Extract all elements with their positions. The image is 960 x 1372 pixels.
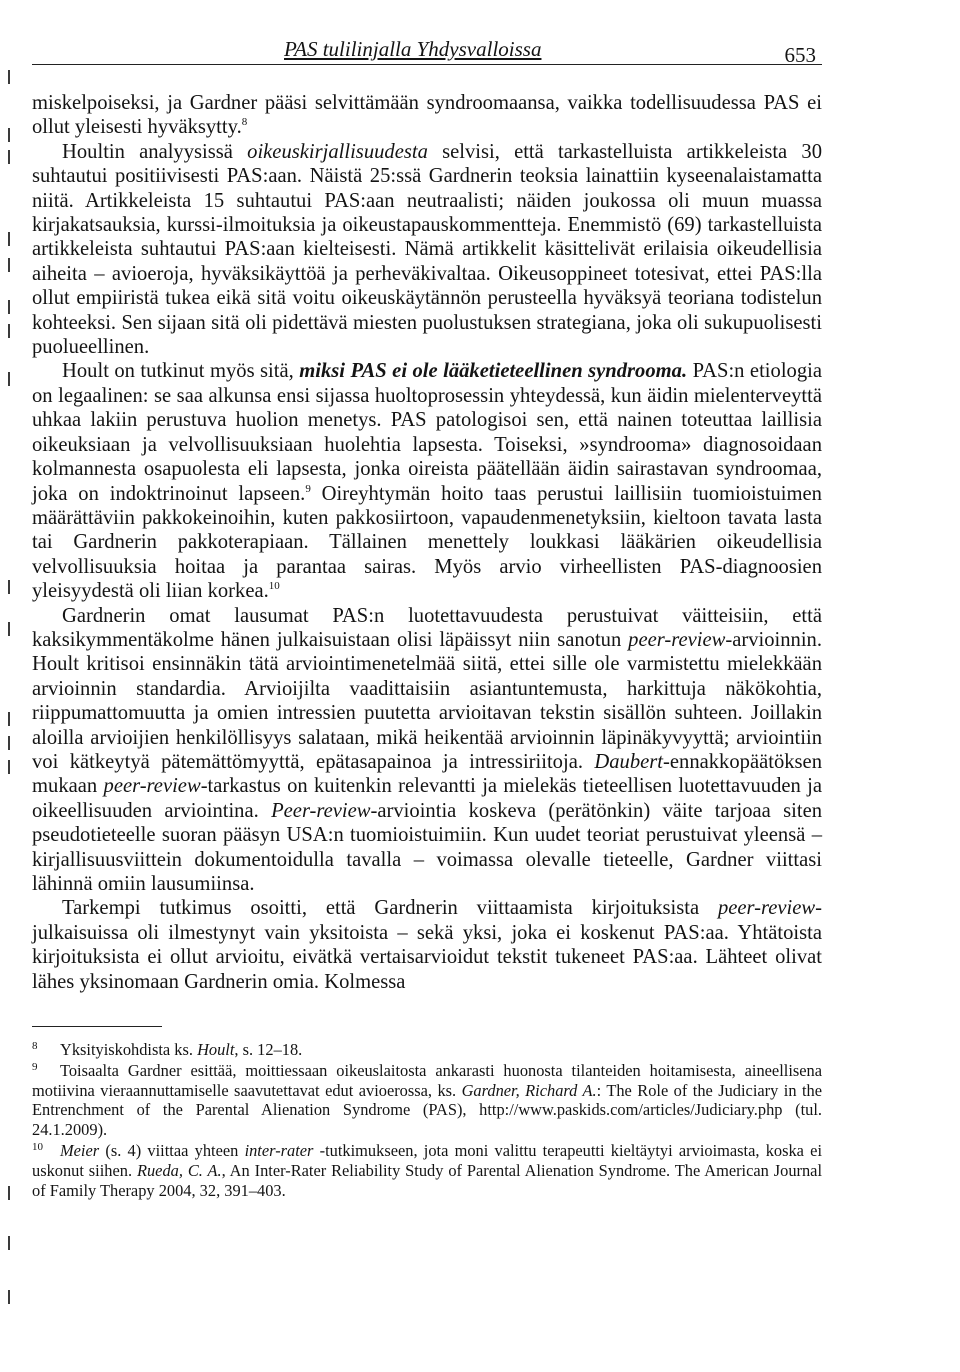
italic-run: oikeuskirjallisuudesta	[247, 140, 428, 163]
paragraph	[32, 896, 822, 994]
running-header	[32, 38, 822, 65]
paragraph	[32, 604, 822, 897]
italic-run: Gardner, Richard A.	[461, 1080, 597, 1100]
text-run: -tutkimukseen, jota moni valittu terapeutti kieltäytyi arvioimasta, koska ei uskonut siihen.	[32, 1141, 822, 1180]
footnote-reference: 8	[241, 116, 248, 129]
page-number: 653	[784, 43, 816, 67]
text-run: -ennakkopäätöksen mukaan	[32, 750, 822, 798]
text-run: PAS:n etiologia on legaalinen: se saa alkunsa ensi sijassa huoltoprosessin yhteydessä, kun äidin mielenterveyttä uhkaa lakiin perustuva huolion menetys. PAS patologisoi sen, että nainen toteuttaa laillisia oikeuksiaan ja velvollisuuksiaan huolehtia lapsesta. Toiseksi, »syndrooma» diagnosoidaan kolmannesta osapuolesta eli lapsesta, jonka oireista päätellään äidin sairastavan syndroomaa, joka on indoktrinoinut lapseen.	[32, 360, 822, 505]
italic-run: peer-review	[717, 897, 816, 920]
italic-run: peer-review	[103, 775, 201, 798]
footnote	[32, 1061, 822, 1140]
footnote-number: 9	[32, 1060, 38, 1073]
footnote	[32, 1141, 822, 1200]
text-run: (s. 4) viittaa yhteen	[99, 1141, 245, 1161]
text-run: Tarkempi tutkimus osoitti, että Gardnerin viittaamista kirjoituksista	[62, 897, 718, 920]
text-run: , s. 12–18.	[234, 1040, 303, 1060]
footnote-number: 10	[32, 1141, 43, 1154]
text-run: -arviointia koskeva (perätönkin) väite tarjoaa siten pseudotieteelle suoran pääsyn USA:n tuomioistuimiin. Kun uudet teoriat perustuivat yleensä – kirjallisuusviittein dokumentoidulla tavalla – voimassa olevalle tieteelle, Gardner viittasi lähinnä omiin lausumiinsa.	[32, 799, 823, 895]
text-run: Houltin analyysissä	[62, 140, 248, 163]
italic-run: Peer-review	[271, 799, 371, 822]
text-run: -julkaisuissa oli ilmestynyt vain yksitoista – sekä yksi, joka ei koskenut PAS:aa. Yhtätoista kirjoituksista ei ollut arvioitu, eivätkä vertaisarvioidut tekstit tukeneet PAS:aa. Lähteet olivat lähes yksinomaan Gardnerin omia. Kolmessa	[32, 897, 822, 993]
footnote-reference: 9	[305, 482, 311, 495]
text-run: Gardnerin omat lausumat PAS:n luotettavuudesta perustuivat väitteisiin, että kaksikymmentäkolme hänen julkaisuistaan olisi läpäissyt niin sanotun	[32, 604, 822, 651]
body-text	[32, 91, 822, 994]
text-run: Yksityiskohdista ks.	[60, 1040, 198, 1060]
footnote-reference: 10	[268, 580, 280, 593]
paragraph	[32, 359, 822, 603]
text-run: : The Role of the Judiciary in the Entrenchment of the Parental Alienation Syndrome (PAS), http://www.paskids.com/articles/Judiciary.php (tul. 24.1.2009).	[32, 1080, 822, 1140]
italic-run: Hoult	[197, 1040, 235, 1060]
scan-margin-marks	[8, 0, 14, 1372]
text-run: -tarkastus on kuitenkin relevantti ja mielekäs tieteellisen luotettavuuden ja oikeellisuuden arviointina.	[32, 775, 822, 822]
text-run: , An Inter-Rater Reliability Study of Parental Alienation Syndrome. The American Journal of Family Therapy 2004, 32, 391–403.	[32, 1160, 822, 1200]
italic-run: peer-review	[628, 628, 726, 651]
bold-italic-run: miksi PAS ei ole lääketieteellinen syndrooma.	[299, 360, 688, 383]
footnotes-section	[32, 1026, 822, 1200]
italic-run: inter-rater	[244, 1141, 314, 1161]
running-title: PAS tulilinjalla Yhdysvalloissa	[284, 37, 542, 61]
text-run: Toisaalta Gardner esittää, moittiessaan oikeuslaitosta ankarasti huonosta tilanteiden hoitamisesta, aineellisena motiivina vieraannuttamiselle saavutettavat edut avioerossa, ks.	[32, 1060, 822, 1100]
paragraph	[32, 91, 822, 140]
italic-run: Rueda, C. A.	[136, 1160, 222, 1180]
footnote	[32, 1040, 822, 1060]
text-run: miskelpoiseksi, ja Gardner pääsi selvittämään syndroomaansa, vaikka todellisuudessa PAS ei ollut yleisesti hyväksytty.	[32, 92, 822, 139]
text-run: Hoult on tutkinut myös sitä,	[62, 360, 300, 383]
italic-run: Meier	[60, 1141, 100, 1161]
text-run: selvisi, että tarkastelluista artikkeleista 30 suhtautui positiivisesti PAS:aan. Näistä 25:ssä Gardnerin teoksia lainattiin kyseenalaistamatta niitä. Artikkeleista 15 suhtautui PAS:aan neutraalisti; näiden joukossa oli muun muassa kirjakatsauksia, kurssi-ilmoituksia ja oikeustapauskommentteja. Enemmistö (69) tarkastelluista artikkeleista suhtautui PAS:aan kielteisesti. Nämä artikkelit käsittelivät erilaisia oikeudellisia aiheita – avioeroja, hyväksikäyttöä ja perheväkivaltaa. Oikeusoppineet totesivat, ettei PAS:lla ollut empiiristä tukea eikä sitä voitu oikeuskäytännön perusteella hyväksyä teoriana todistelun kohteeksi. Sen sijaan sitä oli pidettävä miesten puolustuksen strategiana, joka oli sukupuolisesti puolueellinen.	[32, 140, 822, 359]
footnote-number: 8	[32, 1040, 38, 1053]
text-run: Oireyhtymän hoito taas perustui laillisiin tuomioistuimen määrättäviin pakkokeinoihin, kuten pakkosiirtoon, vapaudenmenetyksiin, kieltoon tavata lasta tai Gardnerin pakkoterapiaan. Tällainen menettely loukkasi lääkärien oikeudellisia velvollisuuksia hoitaa ja parantaa sairas. Myös arvio virheellisten PAS-diagnoosien yleisyydestä oli liian korkea.	[32, 482, 822, 603]
paragraph	[32, 140, 822, 360]
book-page	[32, 38, 822, 1201]
italic-run: Daubert	[594, 750, 664, 773]
text-run: -arvioinnin. Hoult kritisoi ensinnäkin tätä arviointimenetelmää siitä, ettei sille ole varmistettu mielekkään arvioinnin standardia. Arvioijilta vaadittaisiin asiantuntemusta, harkittuja näkökohtia, riippumattomuutta ja omien intressien puutetta arvioitavan tekstin sisällön suhteen. Joillakin aloilla arvioijien henkilöllisyys salataan, mikä heikentää arvioinnin läpinäkyvyyttä; arviointiin voi kätkeytyä pätemättömyyttä, epätasapainoa ja intressiriitoja.	[32, 628, 822, 773]
